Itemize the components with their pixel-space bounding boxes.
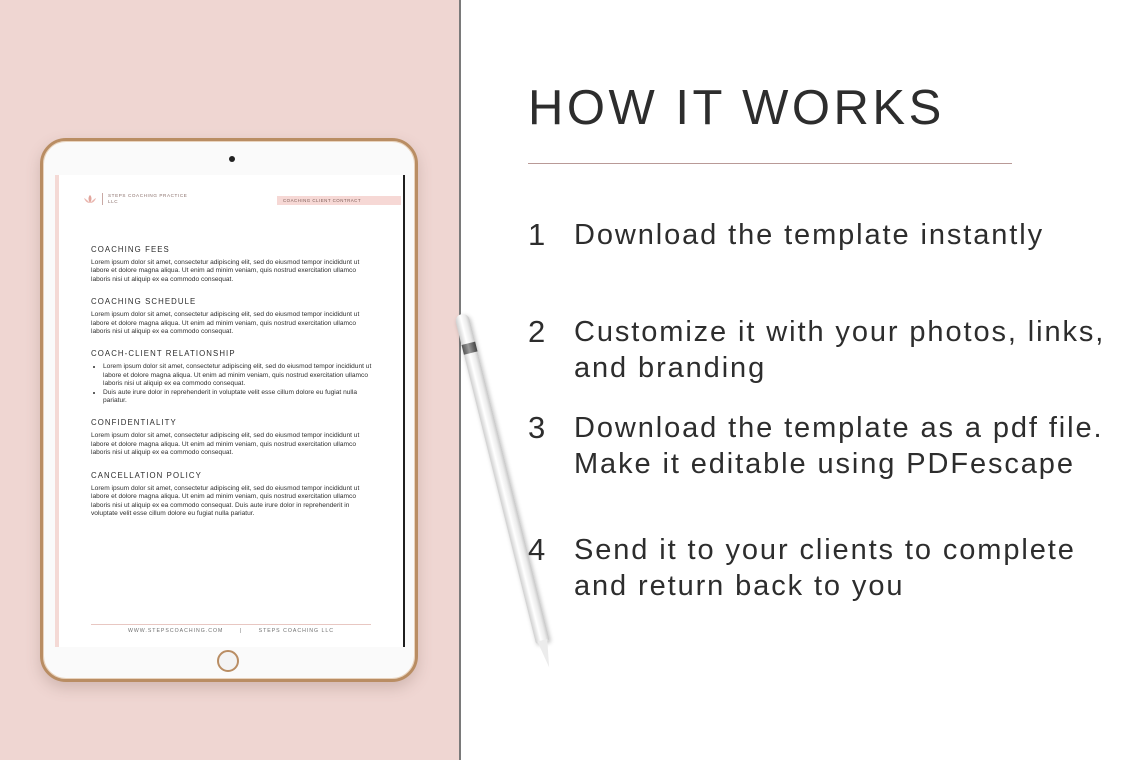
step-item xyxy=(528,217,1114,253)
section-heading: COACHING FEES xyxy=(91,245,170,254)
title-underline xyxy=(528,163,1012,164)
brand-separator xyxy=(102,193,103,205)
tablet-mockup xyxy=(40,138,418,682)
footer-website: WWW.STEPSCOACHING.COM xyxy=(128,628,224,634)
document-brand-name: STEPS COACHING PRACTICE LLC xyxy=(108,193,188,204)
footer-company: STEPS COACHING LLC xyxy=(258,628,334,634)
step-item xyxy=(528,532,1114,604)
step-number: 1 xyxy=(528,217,546,252)
tablet-camera xyxy=(229,156,235,162)
step-number: 4 xyxy=(528,532,546,567)
step-number: 3 xyxy=(528,410,546,445)
section-heading: COACHING SCHEDULE xyxy=(91,297,197,307)
section-text: Lorem ipsum dolor sit amet, consectetur adipiscing elit, sed do eiusmod tempor incididunt ut labore et dolore magna aliqua. Ut enim ad minim veniam, quis nostrud exercitation ullamco laboris nisi ut aliquip ex ea commodo consequat. Duis aute irure dolor in reprehenderit in voluptate velit esse cillum dolore eu fugiat nulla pariatur. xyxy=(91,484,360,517)
step-text: Customize it with your photos, links, and branding xyxy=(574,316,1106,384)
section-text: Lorem ipsum dolor sit amet, consectetur adipiscing elit, sed do eiusmod tempor incididunt ut labore et dolore magna aliqua. Ut enim ad minim veniam, quis nostrud exercitation ullamco laboris nisi ut aliquip ex ea commodo consequat. xyxy=(91,311,360,336)
document-brand xyxy=(83,193,188,205)
tablet-screen xyxy=(55,175,405,647)
screen-accent-strip xyxy=(55,175,59,647)
lotus-icon xyxy=(83,194,97,204)
section-bullet-list xyxy=(91,363,377,405)
document-body xyxy=(91,245,377,531)
section-heading: CANCELLATION POLICY xyxy=(91,470,202,480)
page-title: HOW IT WORKS xyxy=(528,81,945,135)
step-text: Send it to your clients to complete and return back to you xyxy=(574,534,1076,602)
bullet-item: • Lorem ipsum dolor sit amet, consectetur adipiscing elit, sed do eiusmod tempor incididunt ut labore et dolore magna aliqua. Ut enim ad minim veniam, quis nostrud exercitation ullamco laboris nisi ut aliquip ex ea commodo consequat. xyxy=(103,363,377,388)
step-text: Download the template instantly xyxy=(574,219,1044,251)
step-item xyxy=(528,314,1114,386)
footer-separator: | xyxy=(239,628,243,634)
section-text: Lorem ipsum dolor sit amet, consectetur adipiscing elit, sed do eiusmod tempor incididunt ut labore et dolore magna aliqua. Ut enim ad minim veniam, quis nostrud exercitation ullamco laboris nisi ut aliquip ex ea commodo consequat. xyxy=(91,432,360,457)
section-heading: CONFIDENTIALITY xyxy=(91,418,177,428)
section-heading: COACH-CLIENT RELATIONSHIP xyxy=(91,349,236,359)
step-number: 2 xyxy=(528,314,546,349)
step-text: Download the template as a pdf file. Make it editable using PDFescape xyxy=(574,412,1104,480)
section-text: Lorem ipsum dolor sit amet, consectetur adipiscing elit, sed do eiusmod tempor incididunt ut labore et dolore magna aliqua. Ut enim ad minim veniam, quis nostrud exercitation ullamco laboris nisi ut aliquip ex ea commodo consequat. xyxy=(91,259,360,283)
tablet-home-button xyxy=(217,650,239,672)
document-footer xyxy=(91,624,371,634)
document-tag: COACHING CLIENT CONTRACT xyxy=(277,196,401,205)
bullet-item: • Duis aute irure dolor in reprehenderit in voluptate velit esse cillum dolore eu fugiat nulla pariatur. xyxy=(103,389,377,406)
step-item xyxy=(528,410,1114,482)
